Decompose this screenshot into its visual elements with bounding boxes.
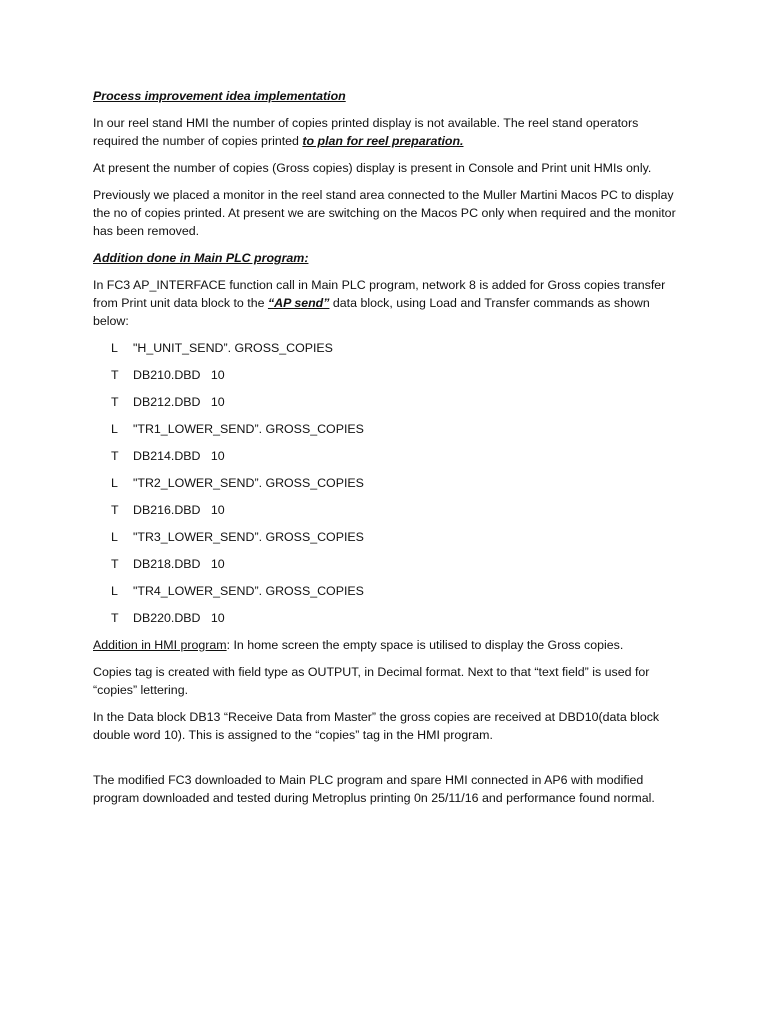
code-op: L <box>111 584 118 598</box>
code-arg: "TR4_LOWER_SEND”. GROSS_COPIES <box>133 584 364 598</box>
code-arg: "TR1_LOWER_SEND”. GROSS_COPIES <box>133 422 364 436</box>
code-op: T <box>111 449 119 463</box>
code-arg: DB214.DBD 10 <box>133 449 225 463</box>
code-op: L <box>111 422 118 436</box>
paragraph-monitor-history: Previously we placed a monitor in the reel stand area connected to the Muller Martini Macos PC to display the no of copies printed. At present we are switching on the Macos PC only when required and the monitor has been removed. <box>93 188 676 238</box>
code-arg: DB216.DBD 10 <box>133 503 225 517</box>
paragraph-text: : In home screen the empty space is utilised to display the Gross copies. <box>226 638 624 652</box>
emphasis-text: to plan for reel preparation. <box>302 134 464 148</box>
code-line <box>93 339 683 357</box>
code-arg: "TR2_LOWER_SEND”. GROSS_COPIES <box>133 476 364 490</box>
paragraph-text: In FC3 AP_INTERFACE function call in Main PLC program, network 8 is added for Gross copies transfer from Print unit data block to the <box>93 278 666 310</box>
code-line <box>93 393 683 411</box>
code-line <box>93 528 683 546</box>
paragraph-hmi-addition <box>93 636 683 654</box>
code-line <box>93 582 683 600</box>
code-op: T <box>111 611 119 625</box>
code-arg: "H_UNIT_SEND”. GROSS_COPIES <box>133 341 333 355</box>
code-op: T <box>111 557 119 571</box>
code-op: L <box>111 530 118 544</box>
code-line <box>93 555 683 573</box>
paragraph-copies-tag: Copies tag is created with field type as OUTPUT, in Decimal format. Next to that “text field” is used for “copies” lettering. <box>93 665 650 697</box>
code-line <box>93 420 683 438</box>
plc-code-list <box>93 339 683 627</box>
paragraph-reel-stand-hmi <box>93 114 683 150</box>
paragraph-text: data block, using Load and Transfer commands as shown below: <box>93 296 650 328</box>
code-line <box>93 474 683 492</box>
code-op: T <box>111 368 119 382</box>
code-line <box>93 609 683 627</box>
spacer <box>93 753 683 771</box>
code-arg: DB220.DBD 10 <box>133 611 225 625</box>
code-line <box>93 366 683 384</box>
section-label-hmi: Addition in HMI program <box>93 638 227 652</box>
code-arg: DB218.DBD 10 <box>133 557 225 571</box>
code-op: L <box>111 476 118 490</box>
paragraph-data-block: In the Data block DB13 “Receive Data from Master” the gross copies are received at DBD10(data block double word 10). This is assigned to the “copies” tag in the HMI program. <box>93 710 660 742</box>
code-line <box>93 447 683 465</box>
code-op: T <box>111 503 119 517</box>
code-arg: "TR3_LOWER_SEND”. GROSS_COPIES <box>133 530 364 544</box>
document-title: Process improvement idea implementation <box>93 89 346 103</box>
section-heading-plc: Addition done in Main PLC program: <box>93 251 309 265</box>
paragraph-text: In our reel stand HMI the number of copies printed display is not available. The reel stand operators required the number of copies printed <box>93 116 639 148</box>
paragraph-fc3-network <box>93 276 683 330</box>
document-page <box>93 87 683 816</box>
code-arg: DB210.DBD 10 <box>133 368 225 382</box>
code-arg: DB212.DBD 10 <box>133 395 225 409</box>
emphasis-text: “AP send” <box>267 296 330 310</box>
code-op: T <box>111 395 119 409</box>
code-line <box>93 501 683 519</box>
paragraph-conclusion: The modified FC3 downloaded to Main PLC program and spare HMI connected in AP6 with modified program downloaded and tested during Metroplus printing 0n 25/11/16 and performance found normal. <box>93 773 655 805</box>
paragraph-gross-copies-display: At present the number of copies (Gross copies) display is present in Console and Print unit HMIs only. <box>93 161 652 175</box>
code-op: L <box>111 341 118 355</box>
